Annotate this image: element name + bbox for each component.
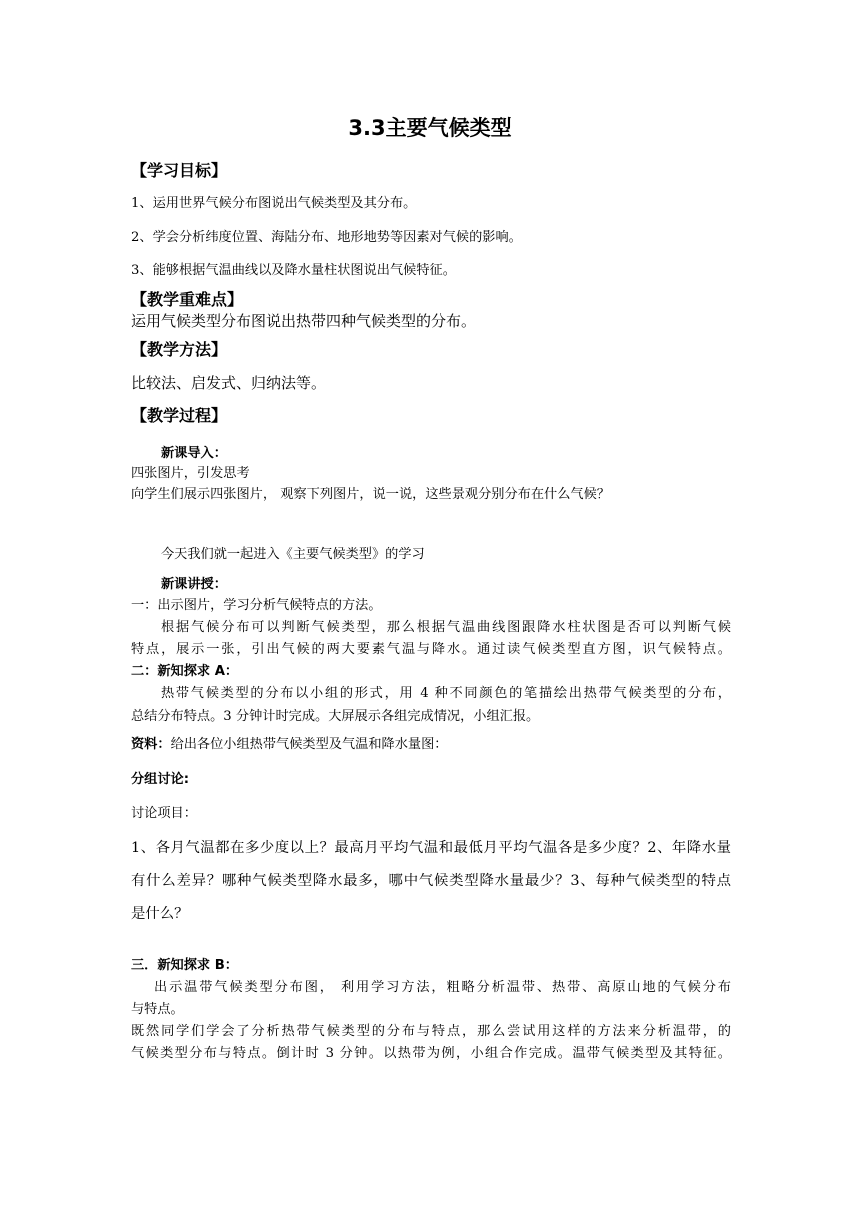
materials-label: 资料： [131,737,171,752]
objective-item: 1、运用世界气候分布图说出气候类型及其分布。 [131,196,417,211]
methods-text: 比较法、启发式、归纳法等。 [131,374,327,392]
lecture-heading: 新课讲授： [161,577,227,592]
key-points-text: 运用气候类型分布图说出热带四种气候类型的分布。 [131,312,477,330]
part2-line: 热带气候类型的分布以小组的形式，用 4 种不同颜色的笔描绘出热带气候类型的分布， [161,686,731,701]
discussion-line: 有什么差异？哪种气候类型降水最多，哪中气候类型降水量最少？3、每种气候类型的特点 [131,873,731,889]
part1-line: 根据气候分布可以判断气候类型，那么根据气温曲线图跟降水柱状图是否可以判断气候 [161,620,731,635]
intro-line: 向学生们展示四张图片， 观察下列图片，说一说，这些景观分别分布在什么气候？ [131,487,610,502]
discussion-line: 是什么？ [131,906,189,922]
part2-title: 二：新知探求 A： [131,664,239,679]
intro-heading: 新课导入： [161,446,227,461]
today-line: 今天我们就一起进入《主要气候类型》的学习 [161,547,425,562]
part2-line: 总结分布特点。3 分钟计时完成。大屏展示各组完成情况，小组汇报。 [131,709,540,724]
objective-item: 3、能够根据气温曲线以及降水量柱状图说出气候特征。 [131,263,456,278]
discussion-label: 讨论项目： [131,806,197,821]
part3-line: 与特点。 [131,1002,184,1017]
key-points-heading: 【教学重难点】 [131,290,244,309]
materials-line [131,735,448,755]
part1-line: 特点，展示一张，引出气候的两大要素气温与降水。通过读气候类型直方图，识气候特点。 [131,642,731,657]
methods-heading: 【教学方法】 [131,340,228,359]
objectives-heading: 【学习目标】 [131,161,228,180]
objective-item: 2、学会分析纬度位置、海陆分布、地形地势等因素对气候的影响。 [131,230,522,245]
part3-line: 气候类型分布与特点。倒计时 3 分钟。以热带为例，小组合作完成。温带气候类型及其特征。 [131,1046,731,1061]
discussion-heading: 分组讨论: [131,772,190,787]
page-title: 3.3主要气候类型 [348,116,512,140]
intro-line: 四张图片，引发思考 [131,466,250,481]
part1-title: 一：出示图片，学习分析气候特点的方法。 [131,598,382,613]
part3-line: 出示温带气候类型分布图， 利用学习方法，粗略分析温带、热带、高原山地的气候分布 [154,980,731,995]
part3-title: 三．新知探求 B： [131,958,238,973]
materials-text: 给出各位小组热带气候类型及气温和降水量图： [170,737,448,752]
part3-line: 既然同学们学会了分析热带气候类型的分布与特点，那么尝试用这样的方法来分析温带，的 [131,1024,731,1039]
process-heading: 【教学过程】 [131,406,228,425]
discussion-line: 1、各月气温都在多少度以上？最高月平均气温和最低月平均气温各是多少度？2、年降水量 [131,840,731,856]
